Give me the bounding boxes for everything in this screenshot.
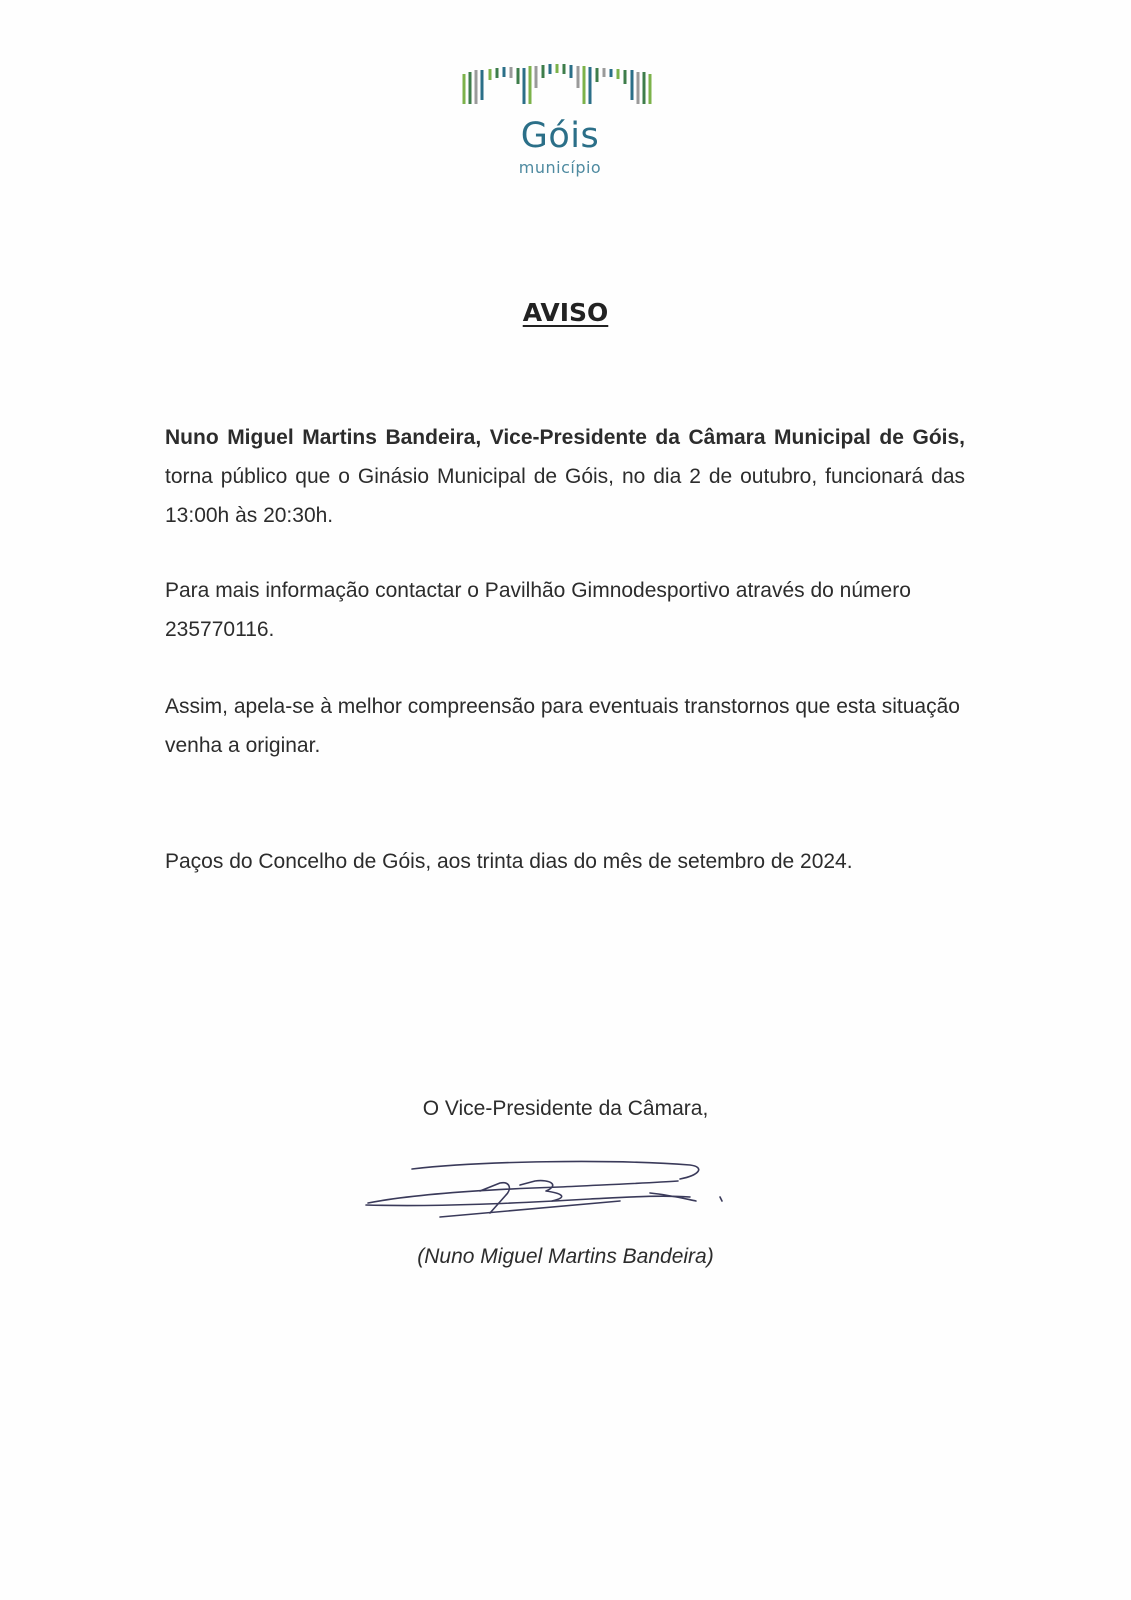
logo-subtitle: município <box>518 158 602 177</box>
signatory-name: (Nuno Miguel Martins Bandeira) <box>417 1245 714 1268</box>
bridge-arches-icon <box>460 60 660 108</box>
paragraph-contact: Para mais informação contactar o Pavilhão Gimnodesportivo através do número 235770116. <box>165 579 911 641</box>
announcement-lead: Nuno Miguel Martins Bandeira, Vice-Presidente da Câmara Municipal de Góis, <box>165 426 965 449</box>
announcement-body: torna público que o Ginásio Municipal de Góis, no dia 2 de outubro, funcionará das 13:00h às 20:30h. <box>165 465 965 527</box>
logo-name: Góis <box>520 116 600 156</box>
date-line: Paços do Concelho de Góis, aos trinta dias do mês de setembro de 2024. <box>165 850 853 873</box>
paragraph-announcement <box>165 418 965 535</box>
closing-title: O Vice-Presidente da Câmara, <box>422 1097 709 1120</box>
handwritten-signature <box>360 1155 740 1235</box>
municipality-logo <box>440 60 680 180</box>
paragraph-apology: Assim, apela-se à melhor compreensão para eventuais transtornos que esta situação venha a originar. <box>165 695 960 757</box>
page-title: AVISO <box>522 298 609 327</box>
